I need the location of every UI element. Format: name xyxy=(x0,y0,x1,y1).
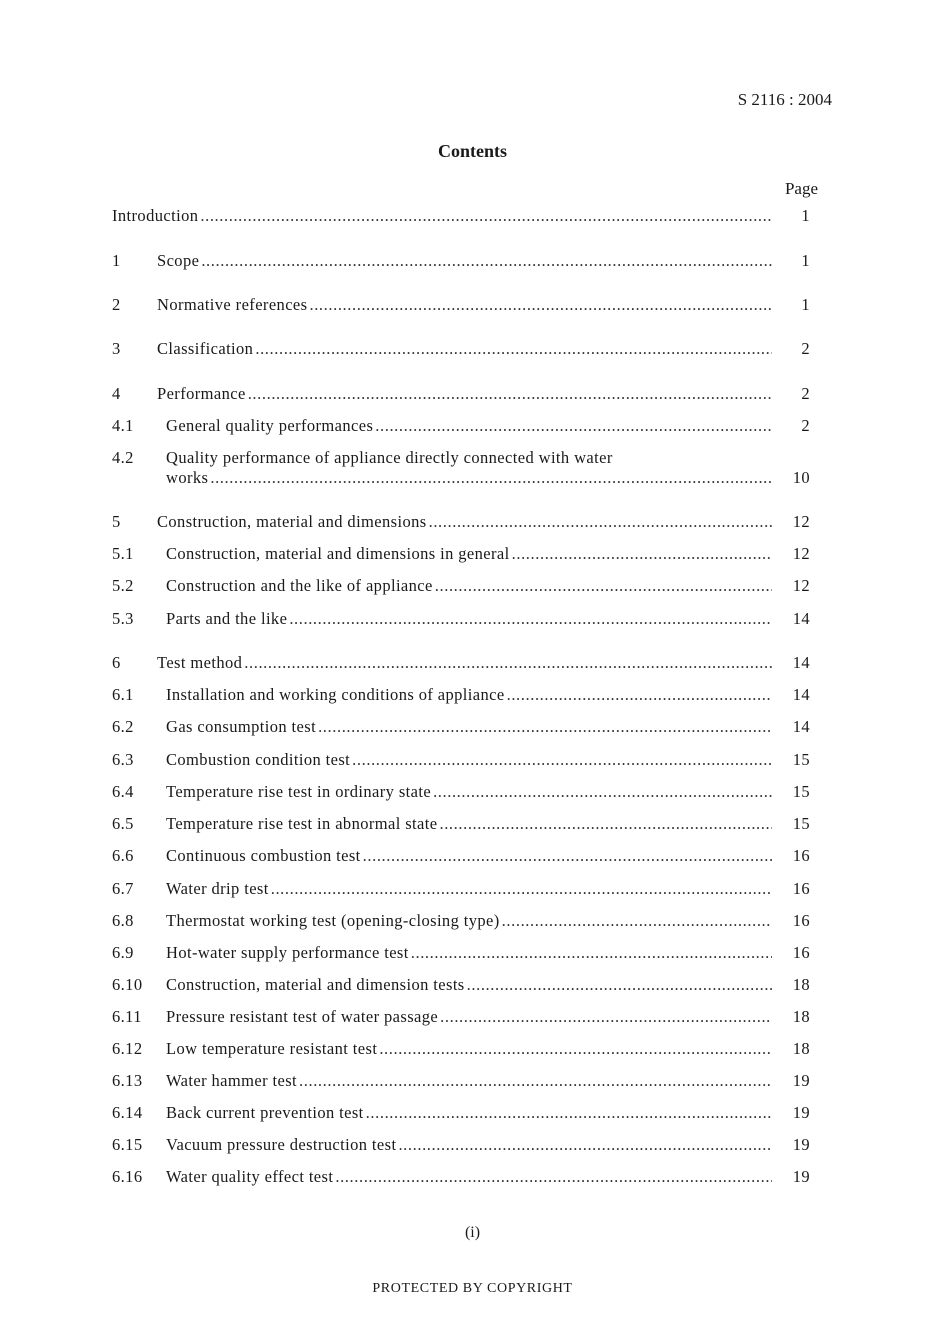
toc-entry-label: Hot-water supply performance test xyxy=(166,943,409,962)
toc-entry-label: Water hammer test xyxy=(166,1071,298,1090)
toc-entry-number: 5.3 xyxy=(112,609,134,628)
toc-entry-number: 6.9 xyxy=(112,943,134,962)
toc-entry[interactable] xyxy=(112,576,820,600)
toc-entry-label-continued: works xyxy=(166,468,209,487)
toc-entry[interactable] xyxy=(112,609,820,633)
toc-entry-number: 6.5 xyxy=(112,814,134,833)
toc-entry-page: 14 xyxy=(792,609,810,628)
toc-entry-label: Construction, material and dimension tests xyxy=(166,975,465,994)
toc-entry-page: 14 xyxy=(792,653,810,672)
toc-entry-label: Introduction xyxy=(112,206,199,225)
toc-entry-number: 3 xyxy=(112,339,121,358)
toc-entry-number: 6.14 xyxy=(112,1103,143,1122)
toc-entry-label: Low temperature resistant test xyxy=(166,1039,378,1058)
toc-entry-number: 6.15 xyxy=(112,1135,143,1154)
toc-entry-number: 6.10 xyxy=(112,975,143,994)
toc-entry[interactable] xyxy=(112,975,820,999)
toc-entry-number: 2 xyxy=(112,295,121,314)
toc-entry-page: 2 xyxy=(801,339,810,358)
toc-entry[interactable] xyxy=(112,544,820,568)
toc-entry-page: 12 xyxy=(792,512,810,531)
toc-entry-page: 1 xyxy=(801,251,810,270)
toc-entry-number: 6.6 xyxy=(112,846,134,865)
toc-entry[interactable] xyxy=(112,653,820,677)
toc-entry-label: Pressure resistant test of water passage xyxy=(166,1007,439,1026)
toc-entry-page: 16 xyxy=(792,846,810,865)
toc-entry[interactable] xyxy=(112,448,820,492)
toc-entry-number: 6.2 xyxy=(112,717,134,736)
toc-entry-page: 15 xyxy=(792,750,810,769)
toc-entry-page: 16 xyxy=(792,879,810,898)
toc-entry-page: 12 xyxy=(792,576,810,595)
toc-entry-number: 6.8 xyxy=(112,911,134,930)
toc-entry-page: 2 xyxy=(801,416,810,435)
toc-entry[interactable] xyxy=(112,295,820,319)
toc-entry-page: 18 xyxy=(792,1039,810,1058)
toc-entry-label: Vacuum pressure destruction test xyxy=(166,1135,397,1154)
copyright-notice: PROTECTED BY COPYRIGHT xyxy=(372,1281,573,1296)
toc-entry-page: 2 xyxy=(801,384,810,403)
toc-entry[interactable] xyxy=(112,1007,820,1031)
toc-entry[interactable] xyxy=(112,1167,820,1191)
toc-entry-page: 14 xyxy=(792,685,810,704)
toc-entry[interactable] xyxy=(112,416,820,440)
toc-entry[interactable] xyxy=(112,512,820,536)
page-column-heading: Page xyxy=(784,179,818,198)
toc-entry-label: Construction, material and dimensions xyxy=(157,512,427,531)
toc-entry-label: Thermostat working test (opening-closing type) xyxy=(166,911,500,930)
toc-entry-label: Quality performance of appliance directly connected with water xyxy=(166,448,613,467)
toc-entry-number: 6.12 xyxy=(112,1039,143,1058)
toc-entry-number: 5.1 xyxy=(112,544,134,563)
toc-entry[interactable] xyxy=(112,206,820,230)
toc-entry-number: 1 xyxy=(112,251,121,270)
toc-entry-label: Scope xyxy=(157,251,200,270)
document-id: S 2116 : 2004 xyxy=(737,90,832,109)
toc-entry-page: 18 xyxy=(792,975,810,994)
toc-entry-page: 19 xyxy=(792,1103,810,1122)
toc-entry[interactable] xyxy=(112,782,820,806)
toc-entry[interactable] xyxy=(112,717,820,741)
toc-entry-page: 19 xyxy=(792,1167,810,1186)
toc-entry[interactable] xyxy=(112,1103,820,1127)
toc-entry-number: 6.7 xyxy=(112,879,134,898)
toc-entry-number: 4 xyxy=(112,384,121,403)
toc-entry[interactable] xyxy=(112,1071,820,1095)
toc-entry-label: Water drip test xyxy=(166,879,269,898)
toc-entry-number: 5.2 xyxy=(112,576,134,595)
toc-entry[interactable] xyxy=(112,251,820,275)
toc-entry-label: Temperature rise test in abnormal state xyxy=(166,814,438,833)
toc-entry-label: Construction, material and dimensions in general xyxy=(166,544,510,563)
toc-entry-number: 6.16 xyxy=(112,1167,143,1186)
toc-entry-page: 10 xyxy=(792,468,810,487)
toc-entry-label: Test method xyxy=(157,653,243,672)
toc-entry[interactable] xyxy=(112,846,820,870)
toc-entry-page: 16 xyxy=(792,911,810,930)
toc-entry-label: Construction and the like of appliance xyxy=(166,576,433,595)
toc-entry-number: 6 xyxy=(112,653,121,672)
toc-entry-number: 5 xyxy=(112,512,121,531)
toc-entry-label: Classification xyxy=(157,339,254,358)
toc-entry[interactable] xyxy=(112,1135,820,1159)
toc-entry[interactable] xyxy=(112,685,820,709)
toc-entry-page: 1 xyxy=(801,206,810,225)
toc-entry-label: Combustion condition test xyxy=(166,750,351,769)
toc-entry-label: Normative references xyxy=(157,295,308,314)
toc-entry-label: Installation and working conditions of appliance xyxy=(166,685,505,704)
toc-entry[interactable] xyxy=(112,879,820,903)
toc-entry-number: 4.1 xyxy=(112,416,134,435)
toc-entry-number: 6.4 xyxy=(112,782,134,801)
toc-entry-number: 6.13 xyxy=(112,1071,143,1090)
toc-entry-page: 18 xyxy=(792,1007,810,1026)
toc-entry-label: General quality performances xyxy=(166,416,374,435)
toc-entry-label: Back current prevention test xyxy=(166,1103,364,1122)
toc-entry[interactable] xyxy=(112,911,820,935)
toc-entry-number: 4.2 xyxy=(112,448,134,467)
toc-entry-page: 1 xyxy=(801,295,810,314)
toc-entry-label: Temperature rise test in ordinary state xyxy=(166,782,432,801)
toc-entry-page: 15 xyxy=(792,814,810,833)
toc-entry-number: 6.11 xyxy=(112,1007,142,1026)
footer-page-number: (i) xyxy=(464,1224,481,1241)
toc-entry-page: 12 xyxy=(792,544,810,563)
toc-entry-label: Gas consumption test xyxy=(166,717,317,736)
toc-entry[interactable] xyxy=(112,384,820,408)
page-title: Contents xyxy=(437,141,507,161)
toc-entry[interactable] xyxy=(112,750,820,774)
toc-entry-number: 6.1 xyxy=(112,685,134,704)
toc-entry[interactable] xyxy=(112,943,820,967)
toc-entry-page: 15 xyxy=(792,782,810,801)
toc-entry-page: 16 xyxy=(792,943,810,962)
toc-entry-label: Water quality effect test xyxy=(166,1167,334,1186)
toc-entry-page: 19 xyxy=(792,1071,810,1090)
toc-entry[interactable] xyxy=(112,339,820,363)
toc-entry-label: Performance xyxy=(157,384,246,403)
toc-entry-label: Parts and the like xyxy=(166,609,288,628)
toc-entry[interactable] xyxy=(112,1039,820,1063)
toc-entry-label: Continuous combustion test xyxy=(166,846,361,865)
toc-entry[interactable] xyxy=(112,814,820,838)
toc-entry-page: 19 xyxy=(792,1135,810,1154)
toc-entry-page: 14 xyxy=(792,717,810,736)
toc-entry-number: 6.3 xyxy=(112,750,134,769)
